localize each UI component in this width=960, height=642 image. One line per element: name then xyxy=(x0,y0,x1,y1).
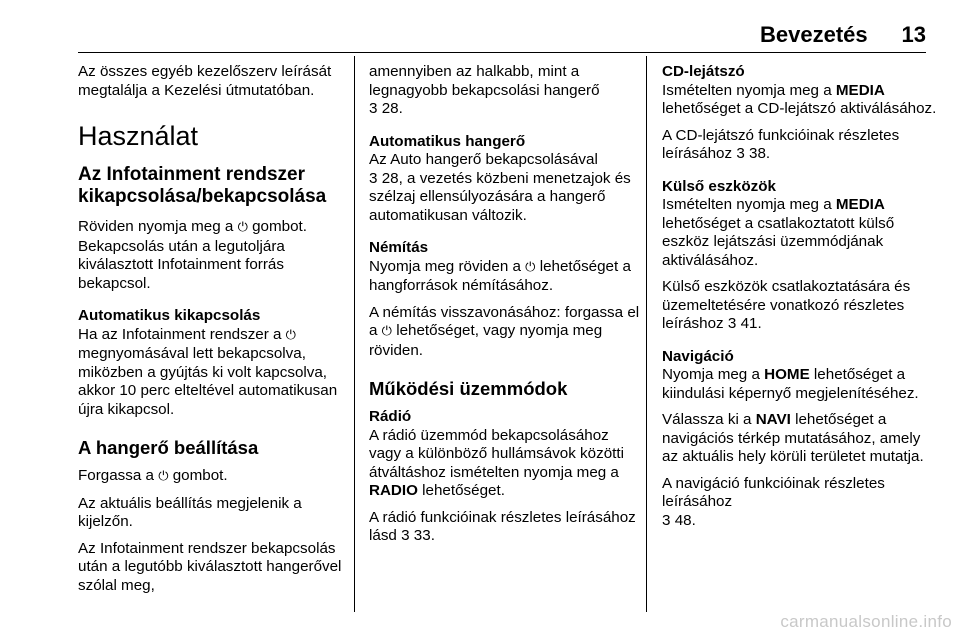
paragraph-volume-continued: amennyiben az halkabb, mint a legnagyobb bekapcsolási hangerő 3 28. xyxy=(369,63,600,117)
power-icon: ⏻ xyxy=(237,220,248,235)
page-reference: 41. xyxy=(740,315,762,332)
power-icon: ⏻ xyxy=(285,327,296,343)
column-divider-1 xyxy=(354,56,355,612)
paragraph-home: Nyomja meg a HOME lehetőséget a kiindulási képernyő megjelenítéséhez. xyxy=(662,366,919,402)
heading-auto-volume: Automatikus hangerő xyxy=(369,132,526,150)
paragraph-cd: Ismételten nyomja meg a MEDIA lehetőséget a CD-lejátszó aktiválásához. xyxy=(662,81,937,117)
paragraph-external-details: Külső eszközök csatlakoztatására és üzemeltetésére vonatkozó részletes leíráshoz 3 41. xyxy=(662,278,911,332)
heading-mute: Némítás xyxy=(369,239,429,256)
page-reference: 28 xyxy=(381,169,399,187)
heading-external-devices: Külső eszközök xyxy=(662,177,776,195)
watermark: carmanualsonline.info xyxy=(780,612,952,631)
column-3 xyxy=(662,63,937,538)
paragraph-unmute: A némítás visszavonásához: forgassa el a ⏻ lehetőséget, vagy nyomja meg röviden. xyxy=(369,303,640,359)
running-header-title: Bevezetés xyxy=(760,22,868,47)
heading-navigation: Navigáció xyxy=(662,347,734,365)
key-media: MEDIA xyxy=(835,81,885,99)
paragraph-rotate-knob: Forgassa a ⏻ gombot. xyxy=(78,467,228,484)
column-2 xyxy=(369,63,644,554)
paragraph-auto-volume: Az Auto hangerő bekapcsolásával 3 28, a vezetés közbeni menetzajok és szélzaj ellensúlyozására a hangerő automatikusan változik. xyxy=(369,151,631,224)
paragraph-cd-details: A CD-lejátszó funkcióinak részletes leírásához 3 38. xyxy=(662,126,900,162)
power-icon: ⏻ xyxy=(381,324,392,339)
cross-reference-arrow-icon: 3 xyxy=(401,527,410,544)
paragraph-external: Ismételten nyomja meg a MEDIA lehetőséget a csatlakoztatott külső eszköz lejátszási üzemmódjának aktiválásához. xyxy=(662,196,895,269)
paragraph-power-press: Röviden nyomja meg a ⏻ gombot. Bekapcsolás után a legutoljára kiválasztott Infotainment forrás bekapcsol. xyxy=(78,218,307,292)
page-reference: 28. xyxy=(381,100,403,117)
column-1 xyxy=(78,63,353,603)
paragraph-display: Az aktuális beállítás megjelenik a kijelzőn. xyxy=(78,494,302,530)
cross-reference-arrow-icon: 3 xyxy=(369,100,378,117)
heading-auto-off: Automatikus kikapcsolás xyxy=(78,307,261,324)
key-navi: NAVI xyxy=(755,411,791,428)
paragraph-navi: Válassza ki a NAVI lehetőséget a navigációs térkép mutatásához, amely az aktuális hely körüli területet mutatja. xyxy=(662,411,924,465)
paragraph-navi-details: A navigáció funkcióinak részletes leírásához 3 48. xyxy=(662,474,885,529)
intro-paragraph: Az összes egyéb kezelőszerv leírását megtalálja a Kezelési útmutatóban. xyxy=(78,63,332,99)
cross-reference-arrow-icon: 3 xyxy=(369,169,378,187)
header-rule xyxy=(78,52,926,53)
paragraph-radio-details: A rádió funkcióinak részletes leírásához lásd 3 33. xyxy=(369,508,636,544)
paragraph-mute: Nyomja meg röviden a ⏻ lehetőséget a hangforrások némításához. xyxy=(369,257,631,294)
power-icon: ⏻ xyxy=(525,259,536,275)
paragraph-radio: A rádió üzemmód bekapcsolásához vagy a különböző hullámsávok közötti átváltáshoz ismételten nyomja meg a RADIO lehetőséget. xyxy=(369,426,624,499)
page-number: 13 xyxy=(901,22,926,47)
key-home: HOME xyxy=(764,366,810,383)
heading-volume: A hangerő beállítása xyxy=(78,437,259,458)
column-divider-2 xyxy=(646,56,647,612)
cross-reference-arrow-icon: 3 xyxy=(662,511,671,529)
heading-cd-player: CD-lejátszó xyxy=(662,63,745,80)
paragraph-volume-restore: Az Infotainment rendszer bekapcsolás után a legutóbb kiválasztott hangerővel szólal meg, xyxy=(78,539,342,594)
page-reference: 38. xyxy=(749,145,771,162)
heading-radio: Rádió xyxy=(369,408,412,425)
heading-on-off: Az Infotainment rendszer kikapcsolása/bekapcsolása xyxy=(78,164,327,207)
section-heading-hasznalat: Használat xyxy=(78,121,199,151)
power-icon: ⏻ xyxy=(158,469,169,484)
cross-reference-arrow-icon: 3 xyxy=(736,145,745,162)
page-reference: 48. xyxy=(674,511,696,529)
page-reference: 33. xyxy=(413,527,435,544)
heading-operating-modes: Működési üzemmódok xyxy=(369,378,568,399)
key-radio: RADIO xyxy=(369,482,418,499)
key-media: MEDIA xyxy=(835,196,885,213)
paragraph-auto-off: Ha az Infotainment rendszer a ⏻ megnyomásával lett bekapcsolva, miközben a gyújtás ki volt kapcsolva, akkor 10 perc elteltével automatikusan újra kikapcsol. xyxy=(78,325,338,418)
cross-reference-arrow-icon: 3 xyxy=(727,315,737,332)
